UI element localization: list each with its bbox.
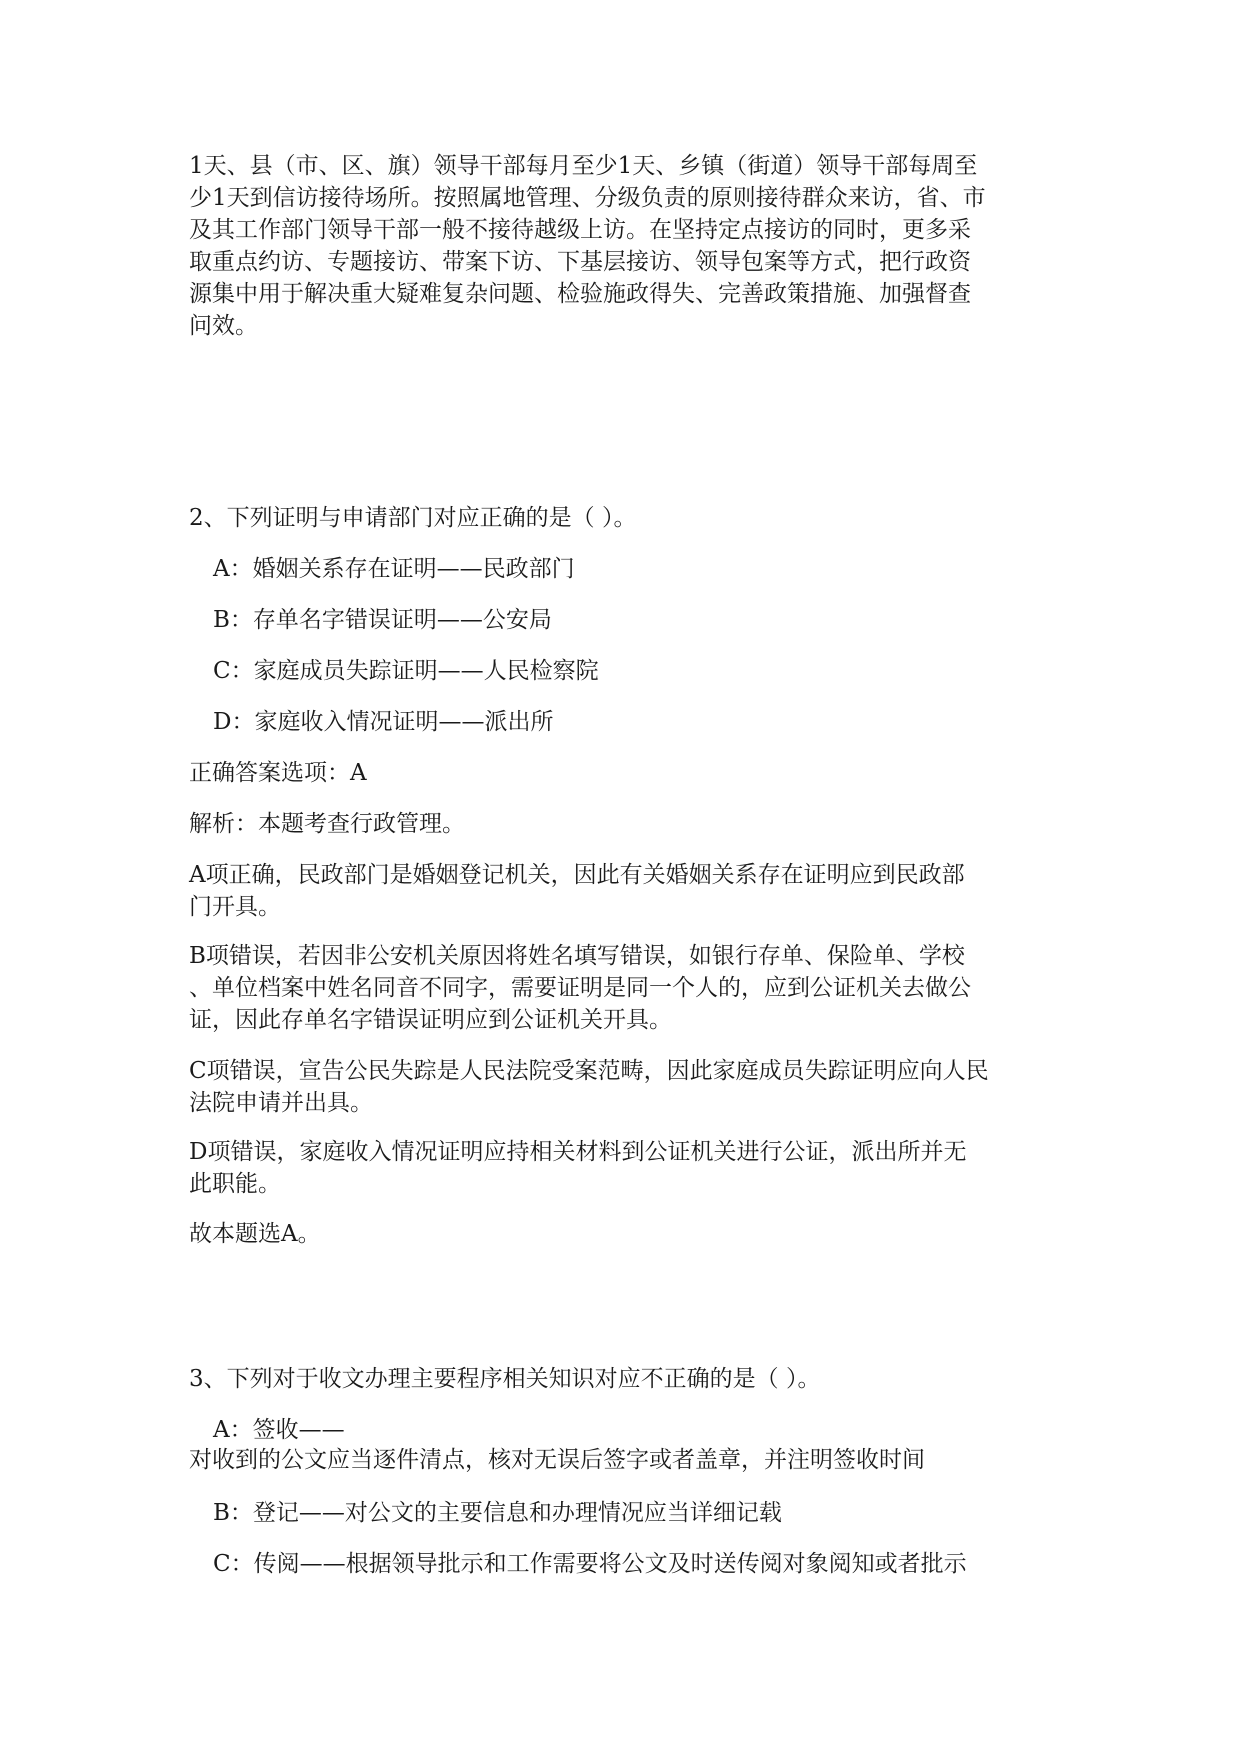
text-line: 证，因此存单名字错误证明应到公证机关开具。 [189, 1007, 672, 1033]
text-line: 1天、县（市、区、旗）领导干部每月至少1天、乡镇（街道）领导干部每周至 [189, 153, 978, 179]
question-2-analysis-d [189, 1136, 1069, 1200]
question-2-option-a: A：婚姻关系存在证明——民政部门 [213, 556, 575, 582]
question-3-option-a-tail: 对收到的公文应当逐件清点，核对无误后签字或者盖章，并注明签收时间 [189, 1447, 925, 1473]
question-2-analysis-b [189, 940, 1069, 1036]
question-2-stem: 2、下列证明与申请部门对应正确的是（ ）。 [189, 505, 637, 531]
text-line: 取重点约访、专题接访、带案下访、下基层接访、领导包案等方式，把行政资 [189, 249, 971, 275]
text-line: 问效。 [189, 313, 258, 339]
question-2-option-c: C：家庭成员失踪证明——人民检察院 [213, 658, 599, 684]
question-3-stem: 3、下列对于收文办理主要程序相关知识对应不正确的是（ ）。 [189, 1366, 821, 1392]
text-line: C项错误，宣告公民失踪是人民法院受案范畴，因此家庭成员失踪证明应向人民 [189, 1058, 989, 1084]
text-line: D项错误，家庭收入情况证明应持相关材料到公证机关进行公证，派出所并无 [189, 1139, 967, 1165]
text-line: 及其工作部门领导干部一般不接待越级上访。在坚持定点接访的同时，更多采 [189, 217, 971, 243]
question-2-analysis-c [189, 1055, 1069, 1119]
question-3-option-c: C：传阅——根据领导批示和工作需要将公文及时送传阅对象阅知或者批示 [213, 1551, 967, 1577]
text-line: 门开具。 [189, 894, 281, 920]
question-3-option-b: B：登记——对公文的主要信息和办理情况应当详细记载 [213, 1500, 782, 1526]
text-line: A项正确，民政部门是婚姻登记机关，因此有关婚姻关系存在证明应到民政部 [189, 862, 965, 888]
text-line: 此职能。 [189, 1171, 281, 1197]
text-line: 少1天到信访接待场所。按照属地管理、分级负责的原则接待群众来访，省、市 [189, 185, 986, 211]
continuation-paragraph [189, 150, 1069, 342]
question-2-answer: 正确答案选项：A [189, 760, 367, 786]
question-2-analysis-a [189, 859, 1069, 923]
text-line: 、单位档案中姓名同音不同字，需要证明是同一个人的，应到公证机关去做公 [189, 975, 971, 1001]
text-line: 法院申请并出具。 [189, 1090, 373, 1116]
question-2-option-b: B：存单名字错误证明——公安局 [213, 607, 552, 633]
question-2-conclusion: 故本题选A。 [189, 1221, 321, 1247]
text-line: B项错误，若因非公安机关原因将姓名填写错误，如银行存单、保险单、学校 [189, 943, 965, 969]
text-line: 源集中用于解决重大疑难复杂问题、检验施政得失、完善政策措施、加强督查 [189, 281, 971, 307]
question-2-option-d: D：家庭收入情况证明——派出所 [213, 709, 554, 735]
question-3-option-a-head: A：签收—— [213, 1417, 345, 1443]
question-2-analysis-title: 解析：本题考查行政管理。 [189, 811, 465, 837]
